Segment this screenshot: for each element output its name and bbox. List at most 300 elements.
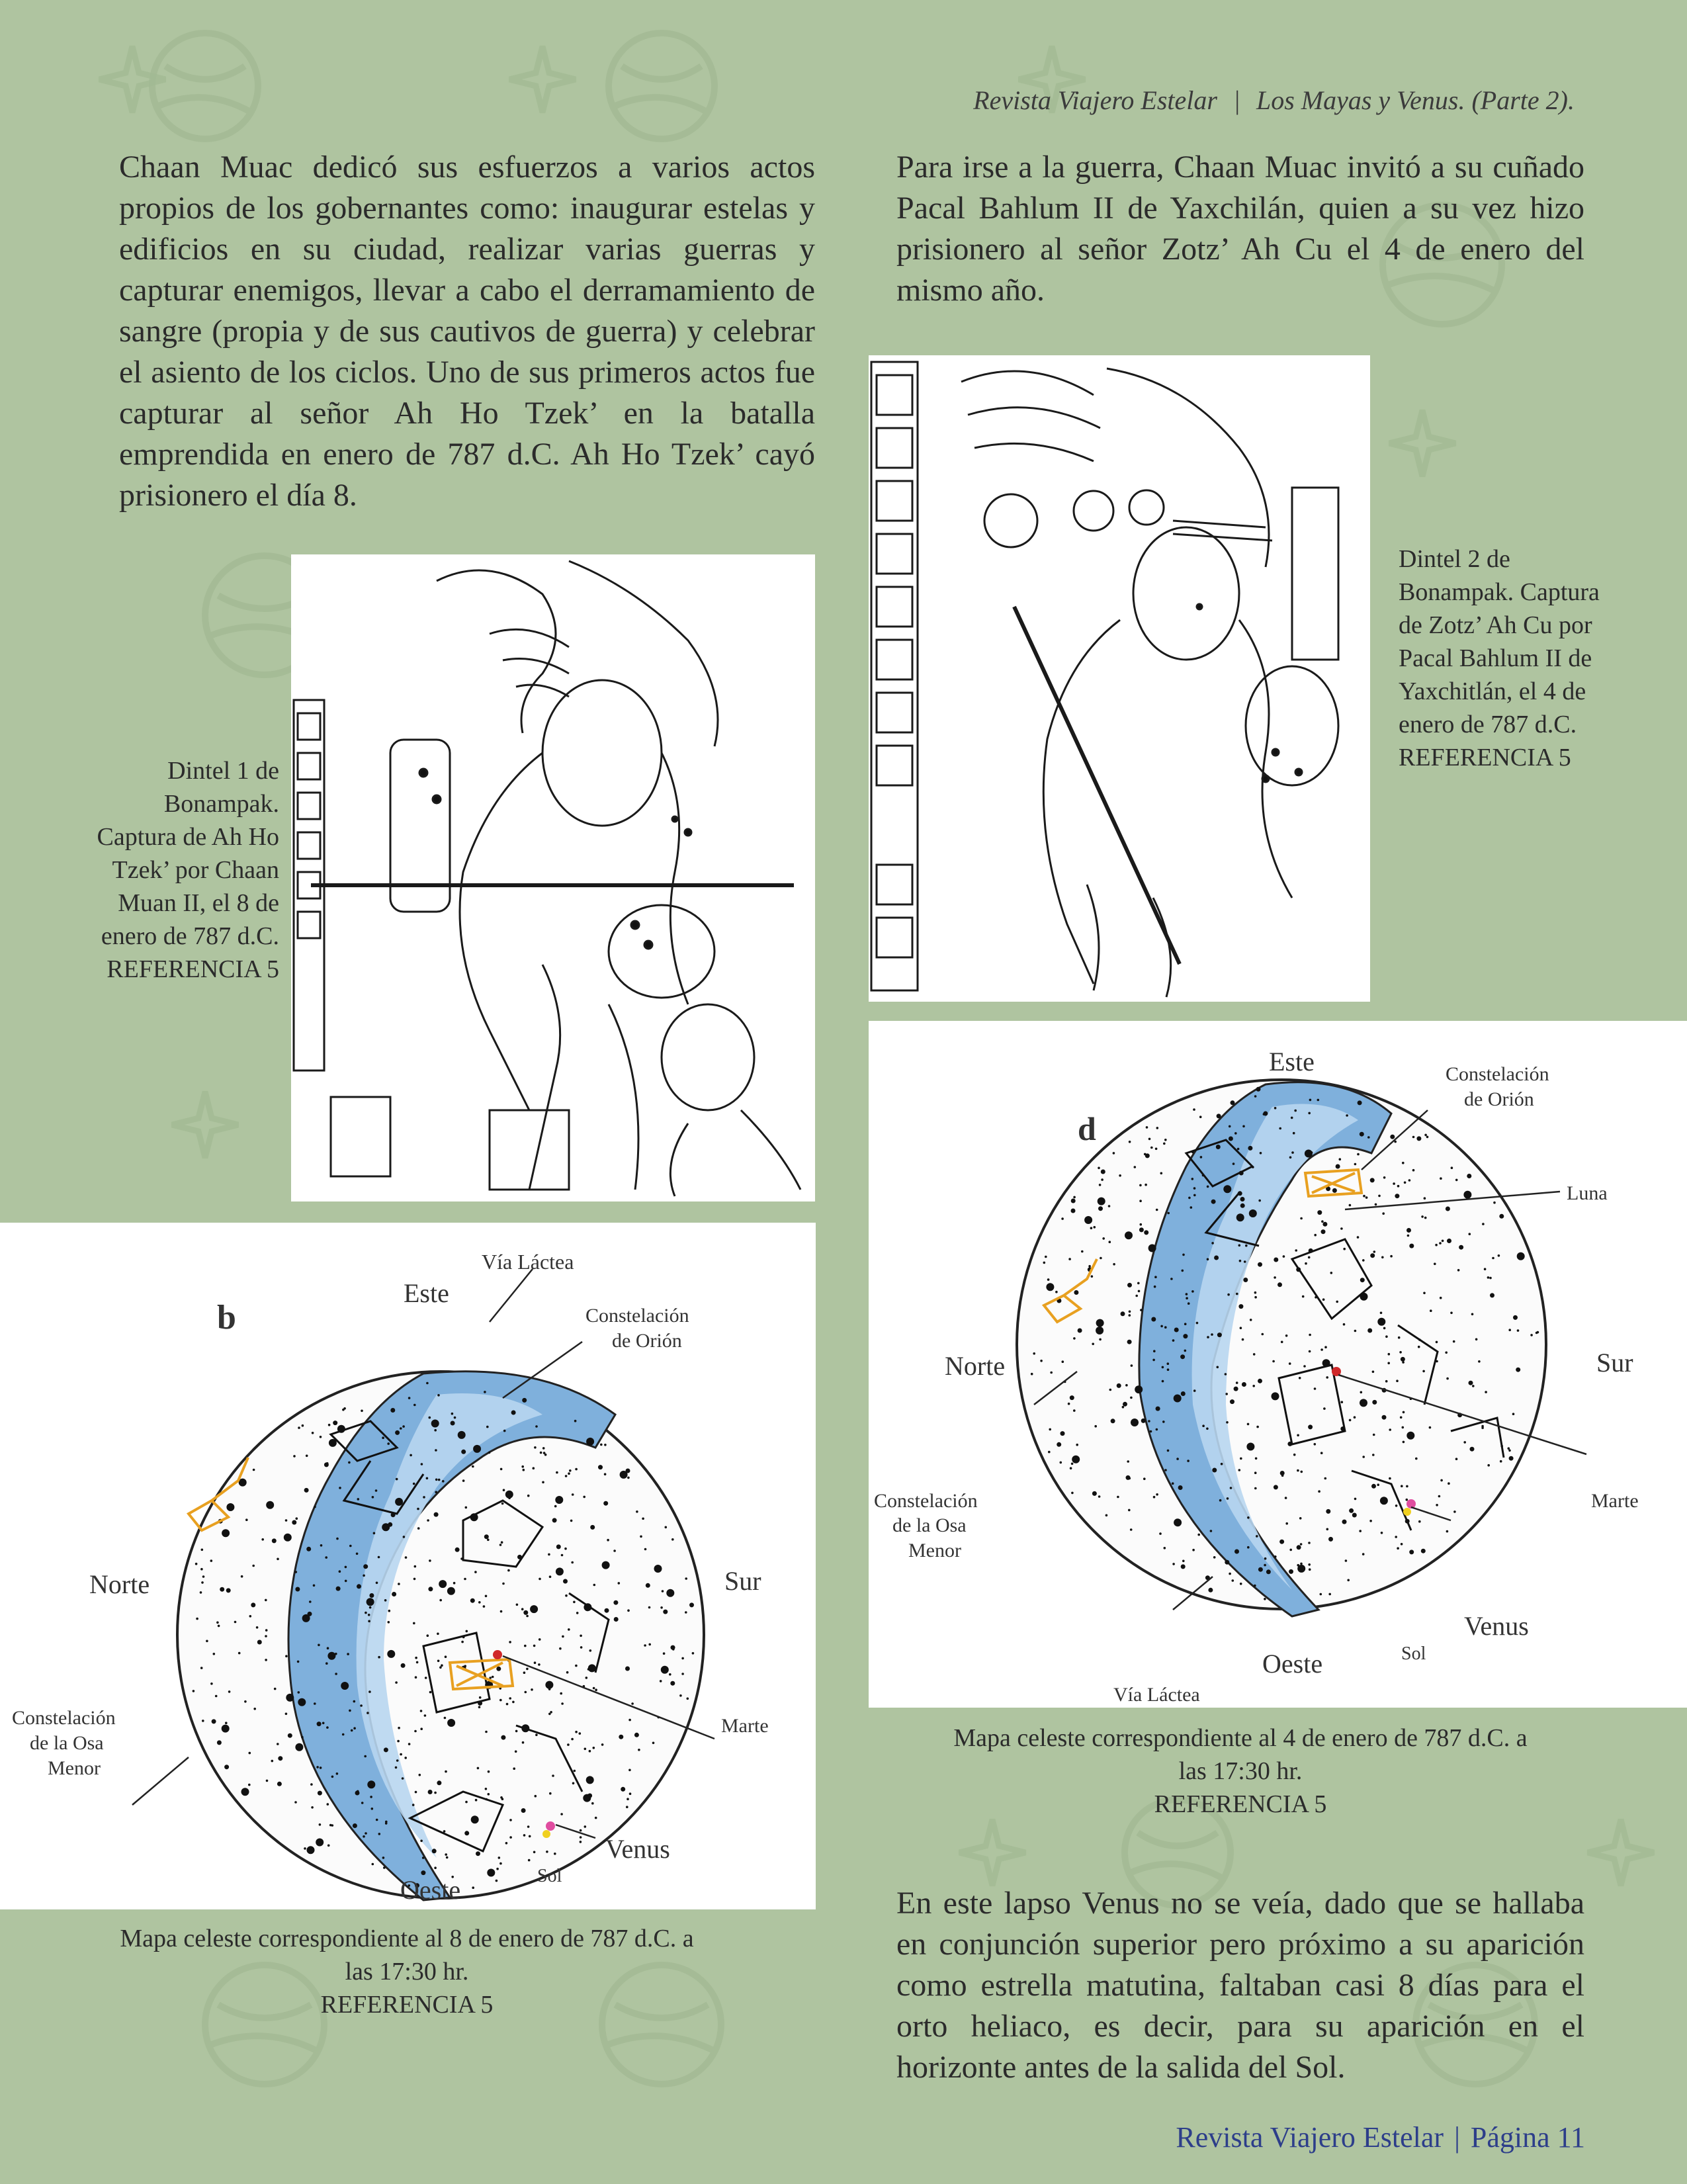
star-dot bbox=[1357, 1153, 1360, 1156]
star-dot bbox=[195, 1563, 198, 1565]
sky-map-d bbox=[869, 1021, 1687, 1708]
star-dot bbox=[644, 1644, 646, 1647]
star-dot bbox=[521, 1608, 524, 1610]
star-dot bbox=[345, 1580, 347, 1583]
star-dot bbox=[621, 1787, 625, 1792]
star-dot bbox=[496, 1880, 498, 1882]
star-dot bbox=[325, 1556, 327, 1559]
star-dot bbox=[638, 1749, 640, 1751]
star-dot bbox=[368, 1620, 370, 1623]
star-dot bbox=[627, 1609, 630, 1612]
star-dot bbox=[257, 1640, 262, 1645]
star-dot bbox=[1332, 1188, 1337, 1193]
star-dot bbox=[1362, 1259, 1365, 1262]
star-dot bbox=[1202, 1424, 1205, 1427]
star-dot bbox=[1395, 1194, 1399, 1198]
star-dot bbox=[533, 1645, 536, 1647]
star-dot bbox=[1404, 1182, 1406, 1184]
star-dot bbox=[525, 1691, 527, 1694]
star-dot bbox=[500, 1468, 503, 1471]
star-dot bbox=[1470, 1447, 1475, 1452]
star-dot bbox=[431, 1420, 439, 1428]
star-icon bbox=[172, 1092, 238, 1158]
star-dot bbox=[320, 1767, 322, 1769]
star-dot bbox=[1360, 1278, 1365, 1282]
star-dot bbox=[327, 1647, 329, 1649]
star-dot bbox=[385, 1822, 388, 1825]
star-dot bbox=[1183, 1334, 1188, 1338]
star-dot bbox=[1071, 1463, 1074, 1465]
star-dot bbox=[669, 1673, 671, 1676]
map-label-north: Norte bbox=[89, 1569, 150, 1599]
star-dot bbox=[566, 1671, 569, 1674]
star-dot bbox=[1272, 1392, 1279, 1400]
sky-map-b-drawing bbox=[0, 1223, 816, 1909]
star-dot bbox=[1031, 1373, 1033, 1376]
star-dot bbox=[619, 1735, 623, 1739]
star-dot bbox=[1330, 1272, 1333, 1274]
star-dot bbox=[447, 1719, 455, 1727]
star-dot bbox=[1167, 1362, 1170, 1365]
star-dot bbox=[1217, 1114, 1221, 1118]
star-dot bbox=[1129, 1314, 1131, 1317]
star-dot bbox=[216, 1622, 219, 1624]
planet-icon bbox=[609, 33, 714, 139]
star-dot bbox=[1285, 1497, 1287, 1499]
star-dot bbox=[426, 1382, 429, 1385]
star-dot bbox=[1040, 1360, 1043, 1362]
star-dot bbox=[1349, 1204, 1352, 1207]
star-dot bbox=[1272, 1360, 1275, 1363]
star-dot bbox=[1318, 1490, 1320, 1493]
star-dot bbox=[278, 1756, 282, 1761]
star-dot bbox=[1500, 1460, 1502, 1463]
star-dot bbox=[396, 1478, 398, 1481]
star-dot bbox=[1467, 1174, 1471, 1178]
star-dot bbox=[1150, 1430, 1152, 1433]
star-dot bbox=[1050, 1372, 1053, 1374]
star-dot bbox=[319, 1823, 322, 1826]
star-dot bbox=[387, 1442, 390, 1445]
star-dot bbox=[1262, 1333, 1264, 1336]
star-dot bbox=[1130, 1397, 1133, 1399]
star-dot bbox=[451, 1413, 454, 1415]
map-label-west: Oeste bbox=[400, 1875, 461, 1905]
star-dot bbox=[351, 1729, 353, 1732]
star-dot bbox=[336, 1538, 339, 1540]
star-dot bbox=[1129, 1477, 1131, 1480]
star-dot bbox=[1440, 1479, 1443, 1482]
star-dot bbox=[1144, 1230, 1148, 1235]
star-dot bbox=[298, 1426, 300, 1429]
star-dot bbox=[435, 1479, 438, 1481]
star-dot bbox=[1380, 1312, 1383, 1315]
star-dot bbox=[1250, 1319, 1252, 1321]
star-dot bbox=[1096, 1319, 1104, 1327]
star-dot bbox=[575, 1665, 578, 1667]
star-dot bbox=[1440, 1297, 1442, 1299]
star-dot bbox=[353, 1823, 357, 1828]
star-dot bbox=[417, 1527, 420, 1530]
star-dot bbox=[1135, 1295, 1138, 1297]
star-dot bbox=[265, 1659, 267, 1661]
star-dot bbox=[322, 1722, 325, 1725]
star-dot bbox=[1300, 1543, 1303, 1546]
star-dot bbox=[1340, 1227, 1343, 1230]
star-dot bbox=[1424, 1134, 1427, 1137]
star-dot bbox=[1277, 1282, 1282, 1287]
star-dot bbox=[1167, 1450, 1170, 1452]
star-dot bbox=[424, 1714, 427, 1717]
star-dot bbox=[1246, 1443, 1254, 1451]
star-dot bbox=[1060, 1431, 1065, 1436]
caption-line: Pacal Bahlum II de bbox=[1399, 644, 1592, 672]
star-dot bbox=[256, 1626, 259, 1629]
star-dot bbox=[1393, 1182, 1395, 1185]
star-dot bbox=[277, 1782, 282, 1786]
star-dot bbox=[613, 1600, 618, 1605]
star-dot bbox=[1406, 1485, 1408, 1488]
star-dot bbox=[373, 1532, 376, 1535]
star-icon bbox=[1588, 1819, 1654, 1886]
star-dot bbox=[1117, 1383, 1121, 1388]
star-dot bbox=[1360, 1391, 1363, 1394]
star-dot bbox=[1264, 1564, 1266, 1567]
star-dot bbox=[461, 1450, 466, 1454]
star-dot bbox=[462, 1479, 465, 1482]
star-dot bbox=[1406, 1432, 1414, 1440]
star-dot bbox=[365, 1612, 367, 1614]
star-dot bbox=[1047, 1278, 1050, 1281]
star-dot bbox=[306, 1455, 308, 1458]
star-dot bbox=[1489, 1277, 1492, 1280]
star-dot bbox=[1383, 1327, 1386, 1330]
star-dot bbox=[1450, 1312, 1453, 1315]
star-dot bbox=[544, 1454, 547, 1456]
star-dot bbox=[478, 1601, 481, 1604]
star-dot bbox=[265, 1635, 267, 1638]
star-dot bbox=[501, 1541, 503, 1544]
star-dot bbox=[528, 1859, 531, 1862]
star-dot bbox=[1423, 1292, 1426, 1295]
star-dot bbox=[228, 1690, 231, 1693]
star-dot bbox=[1130, 1528, 1133, 1531]
star-dot bbox=[1274, 1276, 1276, 1279]
star-dot bbox=[1073, 1196, 1076, 1199]
star-dot bbox=[292, 1520, 296, 1525]
star-dot bbox=[1371, 1484, 1376, 1489]
star-dot bbox=[1254, 1296, 1257, 1299]
star-dot bbox=[225, 1722, 228, 1724]
star-dot bbox=[552, 1774, 554, 1777]
star-dot bbox=[472, 1886, 474, 1889]
map-label-venus: Venus bbox=[1464, 1611, 1529, 1641]
star-dot bbox=[1372, 1400, 1377, 1405]
star-dot bbox=[492, 1676, 494, 1679]
caption-reference: REFERENCIA 5 bbox=[107, 955, 279, 983]
star-dot bbox=[201, 1581, 204, 1584]
star-dot bbox=[1163, 1143, 1166, 1145]
star-dot bbox=[1439, 1242, 1442, 1245]
panel-letter: b bbox=[217, 1299, 236, 1336]
star-dot bbox=[1188, 1302, 1190, 1305]
star-dot bbox=[439, 1580, 447, 1588]
star-dot bbox=[1092, 1491, 1097, 1496]
star-dot bbox=[1517, 1329, 1520, 1332]
caption-line: Bonampak. Captura bbox=[1399, 578, 1600, 606]
star-dot bbox=[1421, 1549, 1426, 1553]
star-dot bbox=[1236, 1381, 1238, 1384]
star-dot bbox=[1530, 1334, 1533, 1336]
star-dot bbox=[692, 1652, 695, 1655]
star-dot bbox=[509, 1697, 511, 1700]
star-dot bbox=[367, 1598, 374, 1606]
star-dot bbox=[580, 1635, 582, 1638]
star-dot bbox=[296, 1517, 298, 1520]
star-dot bbox=[253, 1708, 256, 1710]
star-dot bbox=[210, 1559, 213, 1562]
star-dot bbox=[1472, 1385, 1475, 1387]
star-dot bbox=[573, 1601, 576, 1604]
star-dot bbox=[316, 1839, 324, 1847]
star-dot bbox=[1308, 1542, 1311, 1544]
star-dot bbox=[1101, 1178, 1103, 1181]
star-dot bbox=[472, 1465, 474, 1468]
star-dot bbox=[376, 1819, 378, 1821]
star-dot bbox=[1207, 1258, 1209, 1261]
star-dot bbox=[583, 1794, 591, 1802]
star-dot bbox=[284, 1534, 292, 1542]
star-dot bbox=[428, 1587, 433, 1591]
star-dot bbox=[413, 1404, 416, 1407]
star-dot bbox=[1264, 1598, 1266, 1600]
star-dot bbox=[567, 1743, 570, 1746]
star-dot bbox=[603, 1501, 608, 1506]
star-dot bbox=[1346, 1114, 1348, 1117]
star-dot bbox=[1148, 1138, 1151, 1141]
map-label-venus: Venus bbox=[605, 1834, 670, 1864]
star-dot bbox=[1508, 1329, 1511, 1331]
star-dot bbox=[451, 1421, 455, 1426]
star-dot bbox=[1418, 1346, 1420, 1348]
star-dot bbox=[1247, 1516, 1250, 1519]
star-dot bbox=[1274, 1555, 1277, 1558]
star-dot bbox=[1094, 1226, 1096, 1229]
star-dot bbox=[1254, 1487, 1257, 1490]
sky-map-b-caption bbox=[66, 1922, 748, 2021]
star-dot bbox=[1131, 1419, 1139, 1426]
star-dot bbox=[1357, 1236, 1360, 1239]
star-dot bbox=[1245, 1245, 1248, 1247]
star-dot bbox=[1141, 1419, 1146, 1423]
star-dot bbox=[202, 1575, 205, 1578]
star-dot bbox=[1192, 1549, 1195, 1551]
star-dot bbox=[447, 1587, 455, 1595]
star-dot bbox=[526, 1668, 529, 1671]
dintel-1-drawing bbox=[291, 554, 815, 1201]
star-dot bbox=[295, 1571, 298, 1573]
star-dot bbox=[1324, 1477, 1327, 1480]
star-dot bbox=[634, 1733, 639, 1737]
star-dot bbox=[231, 1507, 234, 1509]
star-dot bbox=[1295, 1249, 1297, 1252]
star-dot bbox=[453, 1582, 456, 1585]
star-dot bbox=[512, 1701, 515, 1704]
star-dot bbox=[665, 1526, 668, 1529]
star-dot bbox=[1156, 1407, 1160, 1411]
star-dot bbox=[1375, 1203, 1377, 1206]
star-dot bbox=[1469, 1233, 1471, 1235]
star-dot bbox=[1492, 1257, 1494, 1260]
star-dot bbox=[1300, 1563, 1303, 1565]
star-dot bbox=[1328, 1593, 1331, 1596]
star-dot bbox=[1254, 1471, 1257, 1474]
star-dot bbox=[548, 1553, 550, 1556]
star-dot bbox=[1498, 1254, 1500, 1257]
star-dot bbox=[301, 1736, 304, 1739]
star-dot bbox=[626, 1469, 630, 1473]
sky-map-b bbox=[0, 1223, 816, 1909]
caption-reference: REFERENCIA 5 bbox=[1399, 744, 1571, 771]
star-dot bbox=[1191, 1290, 1194, 1293]
star-dot bbox=[356, 1553, 359, 1555]
star-dot bbox=[1151, 1317, 1156, 1322]
star-dot bbox=[1217, 1332, 1222, 1337]
star-dot bbox=[478, 1706, 481, 1708]
star-dot bbox=[1354, 1330, 1357, 1332]
star-dot bbox=[1377, 1483, 1379, 1486]
star-dot bbox=[1396, 1379, 1399, 1382]
star-dot bbox=[234, 1621, 237, 1624]
star-dot bbox=[1382, 1415, 1387, 1420]
star-dot bbox=[1341, 1401, 1344, 1403]
star-dot bbox=[1308, 1563, 1311, 1566]
star-dot bbox=[1099, 1338, 1102, 1341]
star-dot bbox=[333, 1420, 337, 1425]
star-dot bbox=[1162, 1420, 1165, 1423]
star-dot bbox=[1373, 1250, 1376, 1253]
star-dot bbox=[1463, 1441, 1466, 1444]
star-dot bbox=[1193, 1108, 1195, 1111]
star-dot bbox=[347, 1653, 349, 1655]
star-dot bbox=[445, 1655, 447, 1658]
star-dot bbox=[1381, 1532, 1383, 1534]
star-dot bbox=[368, 1690, 371, 1693]
star-dot bbox=[1362, 1553, 1365, 1555]
star-dot bbox=[1159, 1532, 1162, 1535]
star-dot bbox=[437, 1780, 441, 1785]
map-label-orion-line2: de Orión bbox=[612, 1330, 682, 1352]
star-dot bbox=[648, 1606, 651, 1609]
star-dot bbox=[360, 1704, 363, 1707]
star-dot bbox=[372, 1863, 374, 1866]
star-dot bbox=[213, 1653, 216, 1655]
star-dot bbox=[1457, 1269, 1460, 1272]
star-dot bbox=[1140, 1309, 1143, 1311]
star-dot bbox=[285, 1655, 288, 1657]
star-dot bbox=[1255, 1458, 1258, 1460]
star-dot bbox=[646, 1583, 650, 1588]
caption-reference: REFERENCIA 5 bbox=[1154, 1790, 1327, 1818]
star-dot bbox=[382, 1856, 385, 1859]
star-dot bbox=[499, 1544, 502, 1546]
star-dot bbox=[565, 1594, 568, 1597]
star-dot bbox=[1242, 1382, 1246, 1387]
star-dot bbox=[681, 1673, 684, 1675]
star-dot bbox=[427, 1634, 429, 1637]
star-dot bbox=[1045, 1256, 1047, 1258]
star-dot bbox=[376, 1582, 378, 1585]
star-dot bbox=[342, 1409, 345, 1411]
star-dot bbox=[395, 1767, 398, 1769]
star-dot bbox=[479, 1696, 482, 1699]
star-dot bbox=[515, 1751, 517, 1753]
star-dot bbox=[298, 1691, 300, 1694]
star-dot bbox=[1294, 1110, 1297, 1112]
star-dot bbox=[554, 1505, 557, 1508]
star-dot bbox=[314, 1506, 316, 1508]
dintel-2-caption bbox=[1399, 543, 1637, 774]
star-dot bbox=[568, 1472, 570, 1475]
caption-line: Yaxchitlán, el 4 de bbox=[1399, 677, 1586, 705]
star-dot bbox=[1117, 1496, 1119, 1499]
star-dot bbox=[498, 1856, 501, 1859]
star-dot bbox=[464, 1831, 469, 1835]
star-dot bbox=[548, 1688, 551, 1690]
caption-line: Muan II, el 8 de bbox=[118, 889, 279, 917]
star-dot bbox=[1363, 1195, 1365, 1198]
star-dot bbox=[415, 1657, 417, 1659]
star-dot bbox=[1336, 1301, 1338, 1303]
star-dot bbox=[1422, 1370, 1425, 1373]
star-dot bbox=[218, 1625, 220, 1628]
star-dot bbox=[1061, 1217, 1064, 1220]
star-dot bbox=[1211, 1242, 1214, 1245]
star-dot bbox=[1092, 1343, 1094, 1346]
star-dot bbox=[1484, 1268, 1487, 1270]
star-dot bbox=[687, 1698, 689, 1700]
star-dot bbox=[652, 1742, 655, 1745]
star-dot bbox=[538, 1663, 541, 1666]
star-dot bbox=[304, 1488, 309, 1493]
star-dot bbox=[364, 1755, 367, 1758]
star-icon bbox=[509, 46, 576, 112]
star-dot bbox=[613, 1550, 616, 1552]
star-dot bbox=[339, 1487, 341, 1489]
star-dot bbox=[1178, 1485, 1183, 1490]
star-dot bbox=[1381, 1256, 1384, 1259]
star-dot bbox=[285, 1519, 288, 1522]
star-dot bbox=[636, 1510, 638, 1513]
star-dot bbox=[395, 1430, 400, 1435]
star-dot bbox=[325, 1662, 328, 1665]
caption-line: las 17:30 hr. bbox=[345, 1958, 469, 1986]
star-dot bbox=[1455, 1179, 1458, 1182]
star-dot bbox=[515, 1730, 518, 1733]
star-dot bbox=[1402, 1361, 1405, 1364]
star-dot bbox=[588, 1664, 596, 1672]
star-dot bbox=[439, 1666, 442, 1669]
star-dot bbox=[1071, 1199, 1076, 1203]
star-dot bbox=[397, 1740, 400, 1743]
star-dot bbox=[508, 1497, 511, 1499]
map-label-milky-way: Vía Láctea bbox=[482, 1250, 574, 1274]
star-dot bbox=[415, 1676, 417, 1679]
star-dot bbox=[288, 1733, 292, 1738]
star-dot bbox=[1256, 1426, 1259, 1428]
star-dot bbox=[1046, 1283, 1054, 1291]
star-dot bbox=[1174, 1518, 1182, 1526]
